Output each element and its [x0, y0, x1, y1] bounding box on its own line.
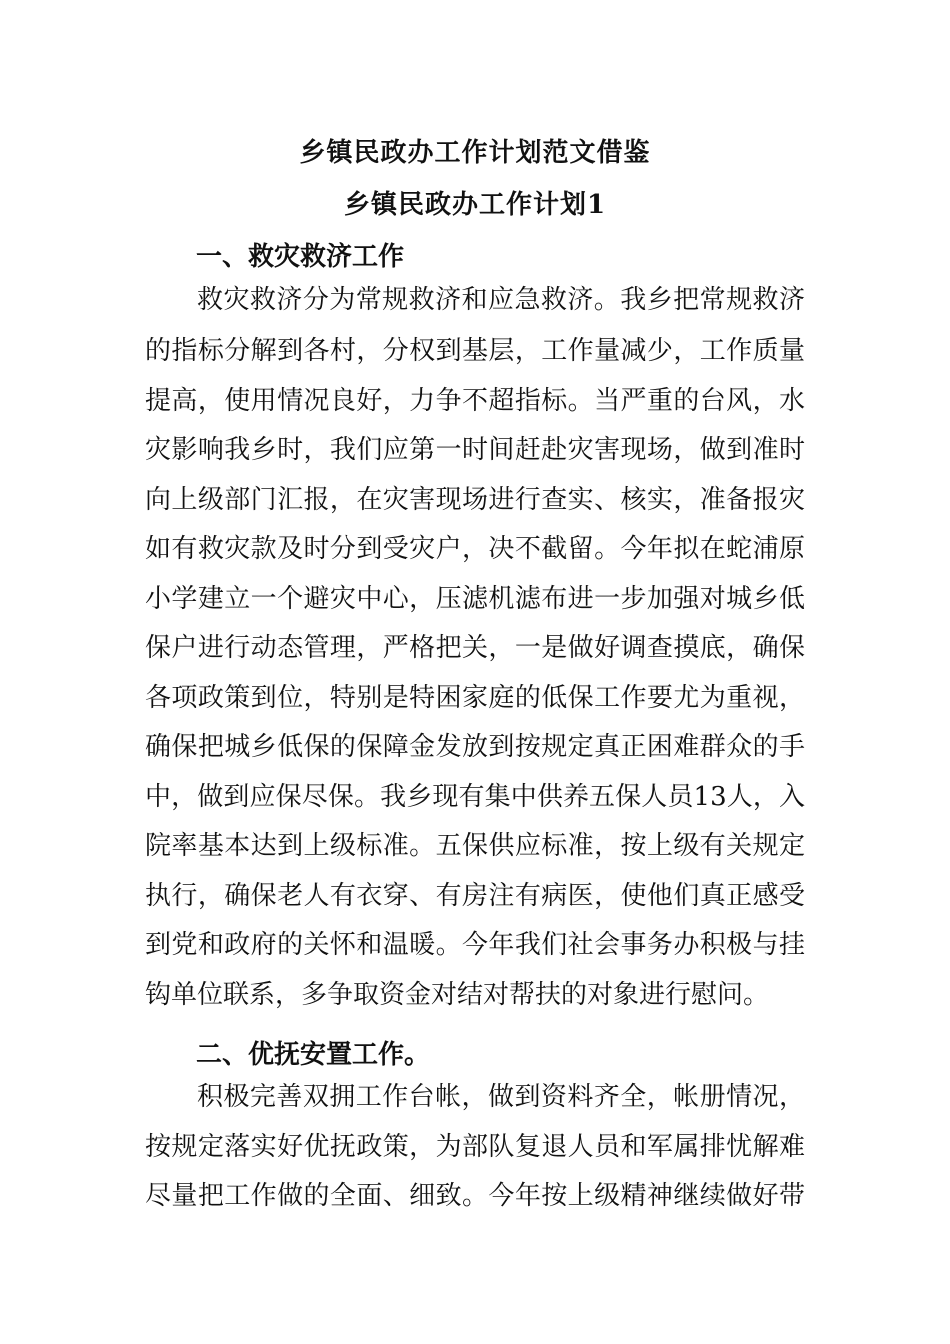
- paragraph-line: 各项政策到位，特别是特困家庭的低保工作要尤为重视，: [145, 683, 805, 713]
- paragraph-line: 提高，使用情况良好，力争不超指标。当严重的台风，水: [145, 386, 805, 416]
- paragraph-line: 钩单位联系，多争取资金对结对帮扶的对象进行慰问。: [145, 980, 770, 1010]
- paragraph-line: 救灾救济分为常规救济和应急救济。我乡把常规救济: [197, 285, 805, 315]
- paragraph-line: 积极完善双拥工作台帐，做到资料齐全，帐册情况，: [197, 1082, 805, 1112]
- paragraph-line: 小学建立一个避灾中心，压滤机滤布进一步加强对城乡低: [145, 584, 805, 614]
- paragraph-line: 如有救灾款及时分到受灾户，决不截留。今年拟在蛇浦原: [145, 534, 805, 564]
- paragraph-line: 的指标分解到各村，分权到基层，工作量减少，工作质量: [145, 336, 805, 366]
- paragraph-line: 到党和政府的关怀和温暖。今年我们社会事务办积极与挂: [145, 930, 805, 960]
- paragraph-line: 确保把城乡低保的保障金发放到按规定真正困难群众的手: [145, 732, 805, 762]
- paragraph-line: 保户进行动态管理，严格把关，一是做好调查摸底，确保: [145, 633, 805, 663]
- paragraph-line: 灾影响我乡时，我们应第一时间赶赴灾害现场，做到准时: [145, 435, 805, 465]
- document-title: 乡镇民政办工作计划范文借鉴: [299, 138, 651, 168]
- paragraph-line: 中，做到应保尽保。我乡现有集中供养五保人员13人，入: [145, 782, 805, 812]
- paragraph-line: 尽量把工作做的全面、细致。今年按上级精神继续做好带: [145, 1181, 805, 1211]
- section-heading-disaster-relief: 一、救灾救济工作: [196, 242, 405, 272]
- paragraph-line: 院率基本达到上级标准。五保供应标准，按上级有关规定: [145, 831, 805, 861]
- document-subtitle: 乡镇民政办工作计划1: [343, 190, 607, 220]
- section-heading-preferential-care: 二、优抚安置工作。: [196, 1040, 431, 1070]
- paragraph-line: 向上级部门汇报，在灾害现场进行查实、核实，准备报灾: [145, 485, 805, 515]
- paragraph-line: 执行，确保老人有衣穿、有房注有病医，使他们真正感受: [145, 881, 805, 911]
- paragraph-line: 按规定落实好优抚政策，为部队复退人员和军属排忧解难: [145, 1132, 805, 1162]
